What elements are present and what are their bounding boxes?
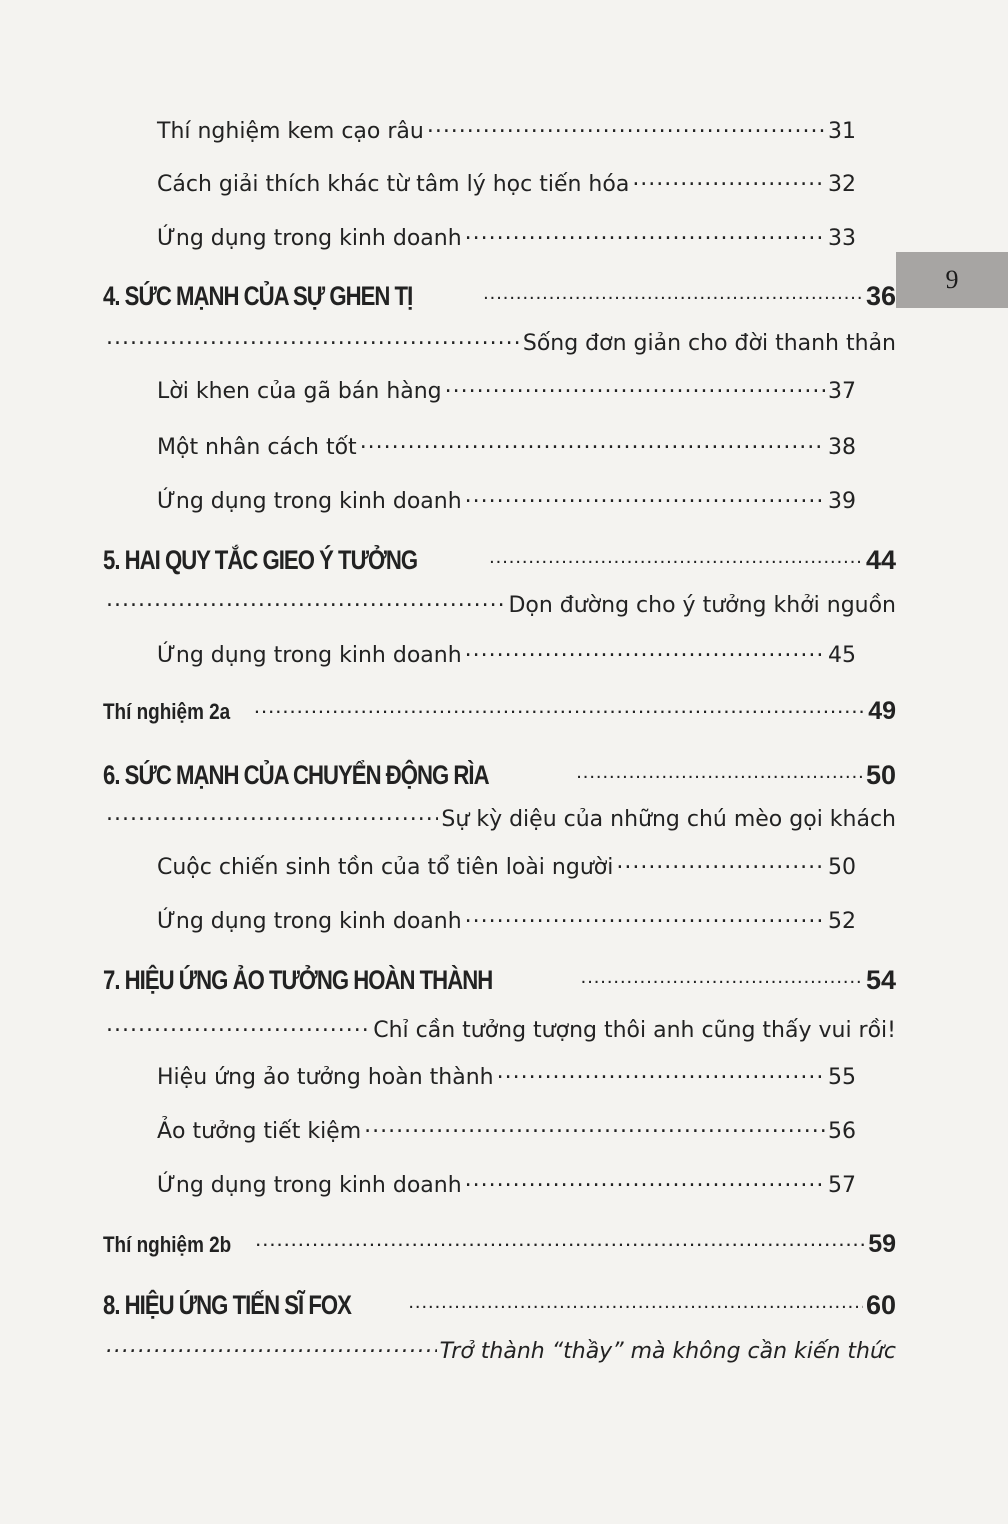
toc-entry[interactable] — [157, 1116, 856, 1148]
toc-entry-title: Ứng dụng trong kinh doanh — [157, 226, 462, 251]
toc-entry-page: 50 — [828, 855, 856, 880]
toc-entry-page: 38 — [828, 435, 856, 460]
toc-chapter[interactable] — [103, 760, 896, 798]
toc-entry[interactable] — [157, 852, 856, 884]
dot-leader — [106, 804, 438, 826]
toc-entry-page: 31 — [828, 119, 856, 144]
toc-entry-page: 45 — [828, 643, 856, 668]
toc-chapter-title: 5. HAI QUY TẮC GIEO Ý TƯỞNG — [103, 545, 418, 575]
toc-chapter-title: 4. SỨC MẠNH CỦA SỰ GHEN TỊ — [103, 281, 413, 311]
toc-subtitle-text: Chỉ cần tưởng tượng thôi anh cũng thấy vui rồi! — [373, 1018, 896, 1043]
dot-leader — [489, 545, 863, 569]
dot-leader — [581, 965, 863, 989]
toc-entry[interactable] — [157, 1170, 856, 1202]
toc-entry-title: Cuộc chiến sinh tồn của tổ tiên loài người — [157, 855, 614, 880]
page-number: 9 — [945, 265, 959, 294]
toc-experiment-page: 59 — [868, 1230, 896, 1258]
toc-entry-page: 52 — [828, 909, 856, 934]
dot-leader — [106, 590, 505, 612]
toc-experiment-title: Thí nghiệm 2a — [103, 699, 231, 724]
toc-chapter-page: 54 — [865, 965, 896, 995]
toc-chapter[interactable] — [103, 545, 896, 583]
toc-chapter[interactable] — [103, 965, 896, 1003]
toc-chapter[interactable] — [103, 1290, 896, 1328]
dot-leader — [106, 328, 520, 350]
toc-chapter-subtitle — [106, 328, 896, 360]
dot-leader — [364, 1116, 825, 1138]
dot-leader — [465, 223, 825, 245]
dot-leader — [255, 1230, 865, 1252]
toc-chapter-page: 44 — [865, 545, 896, 575]
toc-entry[interactable] — [157, 116, 856, 148]
dot-leader — [616, 852, 825, 874]
toc-chapter-title: 8. HIỆU ỨNG TIẾN SĨ FOX — [103, 1290, 351, 1320]
toc-chapter-title: 7. HIỆU ỨNG ẢO TƯỞNG HOÀN THÀNH — [103, 965, 493, 995]
dot-leader — [106, 1336, 437, 1358]
toc-entry[interactable] — [157, 1062, 856, 1094]
dot-leader — [445, 376, 825, 398]
toc-entry-page: 32 — [828, 172, 856, 197]
toc-experiment-title: Thí nghiệm 2b — [103, 1232, 232, 1257]
toc-entry-page: 39 — [828, 489, 856, 514]
toc-entry-title: Ảo tưởng tiết kiệm — [157, 1119, 362, 1144]
dot-leader — [497, 1062, 825, 1084]
toc-subtitle-text: Sống đơn giản cho đời thanh thản — [522, 331, 896, 356]
dot-leader — [576, 760, 863, 784]
toc-entry-page: 55 — [828, 1065, 856, 1090]
toc-entry-page: 37 — [828, 379, 856, 404]
toc-experiment[interactable] — [103, 697, 896, 729]
toc-entry[interactable] — [157, 486, 856, 518]
toc-chapter-page: 50 — [865, 760, 896, 790]
dot-leader — [483, 281, 863, 305]
toc-chapter-subtitle — [106, 804, 896, 836]
page-number-tab — [896, 252, 1008, 308]
toc-entry-title: Ứng dụng trong kinh doanh — [157, 489, 462, 514]
toc-entry-page: 33 — [828, 226, 856, 251]
toc-chapter-subtitle — [106, 590, 896, 622]
toc-entry-page: 56 — [828, 1119, 856, 1144]
toc-entry[interactable] — [157, 906, 856, 938]
toc-chapter-subtitle — [106, 1015, 896, 1047]
toc-entry-page: 57 — [828, 1173, 856, 1198]
toc-entry[interactable] — [157, 223, 856, 255]
dot-leader — [106, 1015, 370, 1037]
toc-chapter-page: 60 — [865, 1290, 896, 1320]
dot-leader — [465, 906, 825, 928]
toc-entry-title: Hiệu ứng ảo tưởng hoàn thành — [157, 1065, 494, 1090]
toc-entry-title: Cách giải thích khác từ tâm lý học tiến hóa — [157, 172, 630, 197]
toc-chapter-subtitle — [106, 1336, 896, 1368]
dot-leader — [465, 486, 825, 508]
toc-entry-title: Ứng dụng trong kinh doanh — [157, 643, 462, 668]
dot-leader — [360, 432, 825, 454]
toc-subtitle-text: Sự kỳ diệu của những chú mèo gọi khách — [441, 807, 896, 832]
dot-leader — [408, 1290, 863, 1314]
toc-entry-title: Một nhân cách tốt — [157, 435, 357, 460]
dot-leader — [254, 697, 865, 719]
toc-subtitle-text: Dọn đường cho ý tưởng khởi nguồn — [508, 593, 896, 618]
dot-leader — [465, 1170, 825, 1192]
dot-leader — [465, 640, 825, 662]
toc-experiment[interactable] — [103, 1230, 896, 1262]
toc-entry-title: Ứng dụng trong kinh doanh — [157, 909, 462, 934]
toc-entry-title: Lời khen của gã bán hàng — [157, 379, 442, 404]
toc-entry[interactable] — [157, 169, 856, 201]
toc-chapter-page: 36 — [865, 281, 896, 311]
toc-experiment-page: 49 — [868, 697, 896, 725]
toc-entry[interactable] — [157, 640, 856, 672]
toc-chapter-title: 6. SỨC MẠNH CỦA CHUYỂN ĐỘNG RÌA — [103, 760, 489, 790]
toc-entry-title: Thí nghiệm kem cạo râu — [157, 119, 424, 144]
dot-leader — [427, 116, 825, 138]
toc-entry[interactable] — [157, 432, 856, 464]
toc-entry[interactable] — [157, 376, 856, 408]
toc-subtitle-text: Trở thành “thầy” mà không cần kiến thức — [439, 1339, 896, 1364]
dot-leader — [632, 169, 825, 191]
toc-chapter[interactable] — [103, 281, 896, 319]
toc-entry-title: Ứng dụng trong kinh doanh — [157, 1173, 462, 1198]
